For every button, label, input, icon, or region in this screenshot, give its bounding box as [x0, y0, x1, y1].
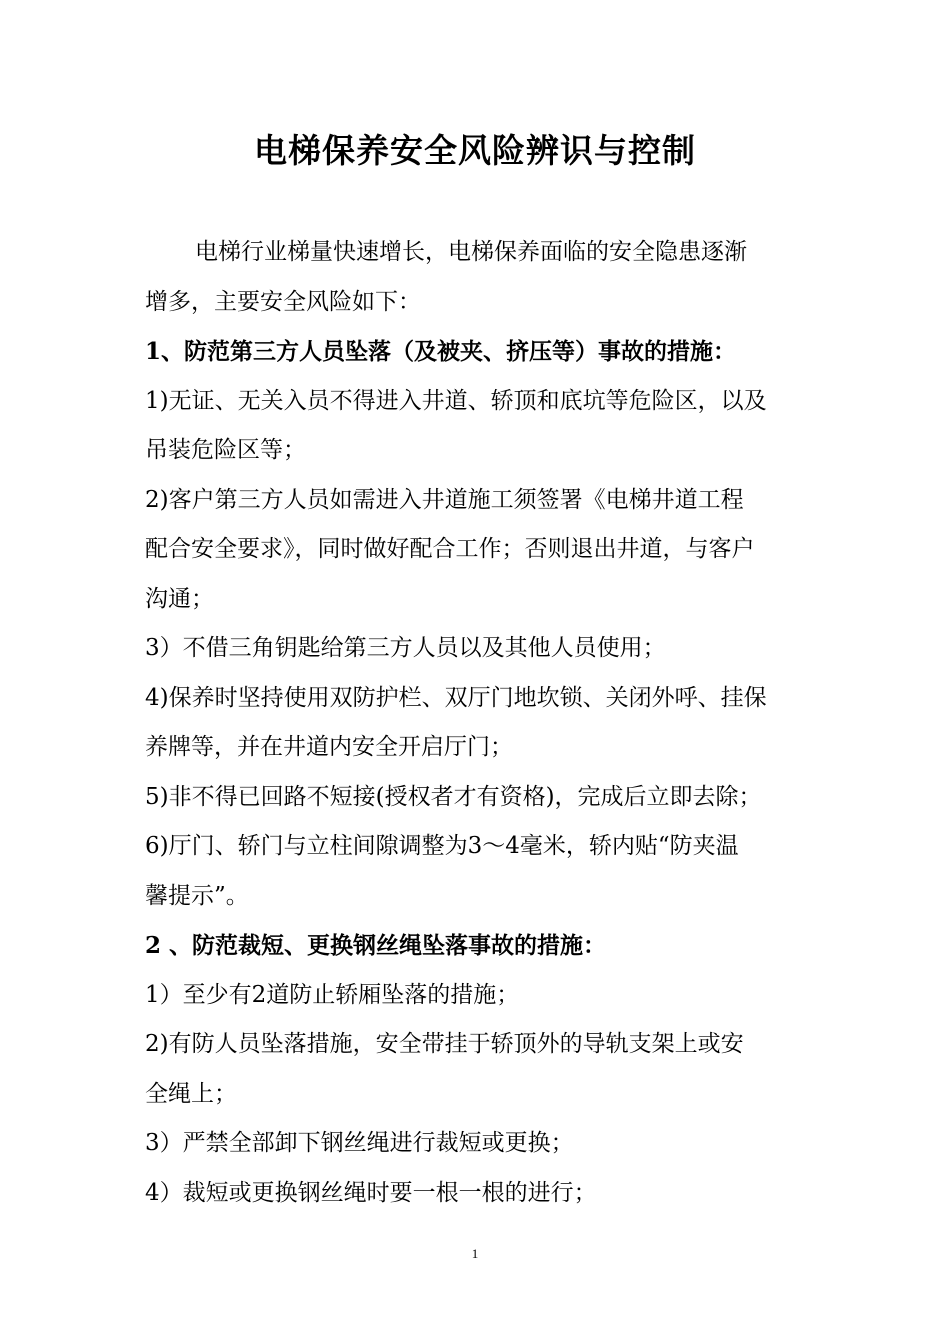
paragraph-line: 6)厅门、轿门与立柱间隙调整为3～4毫米，轿内贴“防夹温	[145, 833, 739, 859]
section-heading: 1、防范第三方人员坠落（及被夹、挤压等）事故的措施：	[145, 338, 737, 365]
paragraph-line: 4）裁短或更换钢丝绳时要一根一根的进行；	[145, 1179, 597, 1206]
paragraph-line: 沟通；	[145, 585, 214, 612]
paragraph-line: 馨提示”。	[145, 882, 249, 909]
paragraph-line: 1)无证、无关入员不得进入井道、轿顶和底坑等危险区，以及	[145, 387, 767, 414]
paragraph-line: 1）至少有2道防止轿厢坠落的措施；	[145, 981, 520, 1008]
paragraph-line: 3）不借三角钥匙给第三方人员以及其他人员使用；	[145, 635, 666, 661]
paragraph-line: 5)非不得已回路不短接(授权者才有资格)，完成后立即去除；	[145, 783, 762, 810]
section-heading: 2 、防范裁短、更换钢丝绳坠落事故的措施：	[145, 932, 607, 959]
paragraph-line: 配合安全要求》，同时做好配合工作；否则退出井道，与客户	[145, 536, 755, 562]
document-body	[145, 228, 835, 1218]
document-title: 电梯保养安全风险辨识与控制	[254, 131, 696, 170]
intro-line: 增多，主要安全风险如下：	[145, 288, 421, 315]
paragraph-line: 3）严禁全部卸下钢丝绳进行裁短或更换；	[145, 1130, 574, 1156]
intro-line: 电梯行业梯量快速增长，电梯保养面临的安全隐患逐渐	[195, 239, 747, 265]
paragraph-line: 全绳上；	[145, 1080, 237, 1107]
paragraph-line: 2)有防人员坠落措施，安全带挂于轿顶外的导轨支架上或安	[145, 1031, 744, 1057]
paragraph-line: 养牌等，并在井道内安全开启厅门；	[145, 734, 513, 760]
page-number: 1	[471, 1246, 479, 1261]
paragraph-line: 2)客户第三方人员如需进入井道施工须签署《电梯井道工程	[145, 486, 744, 513]
paragraph-line: 吊装危险区等；	[145, 437, 306, 463]
paragraph-line: 4)保养时坚持使用双防护栏、双厅门地坎锁、关闭外呼、挂保	[145, 684, 767, 711]
